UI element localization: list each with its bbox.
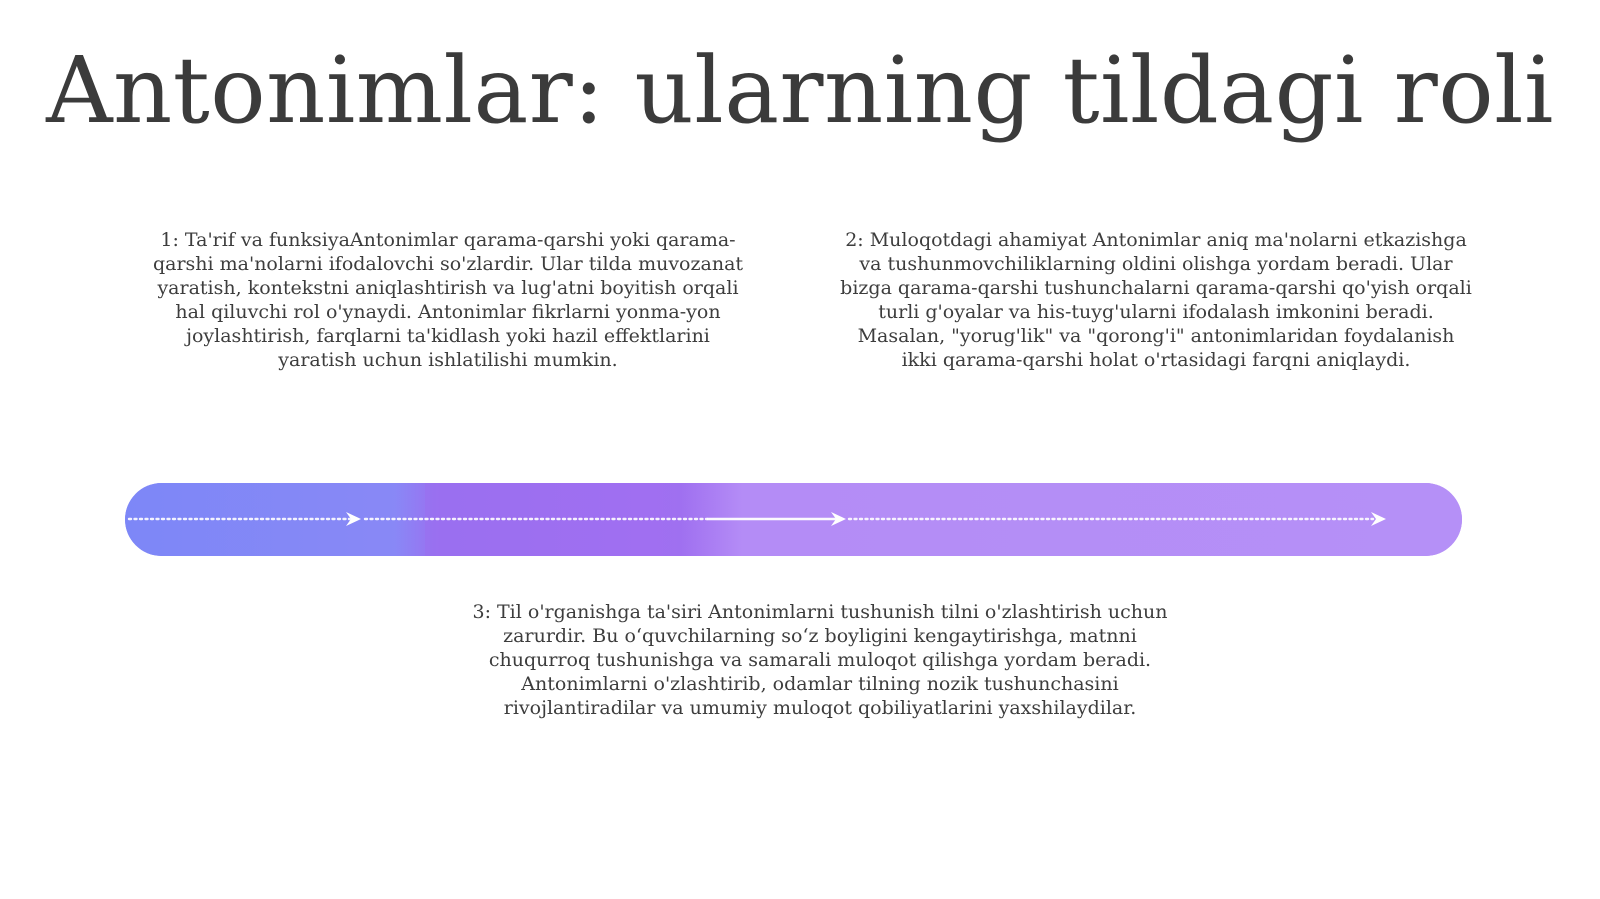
timeline-bar xyxy=(125,483,1462,556)
timeline-item-1-text: 1: Ta'rif va funksiyaAntonimlar qarama-qarshi yoki qarama-qarshi ma'nolarni ifodalovchi so'zlardir. Ular tilda muvozanat yaratish, kontekstni aniqlashtirish va lug'atni boyitish orqali hal qiluvchi rol o'ynaydi. Antonimlar fikrlarni yonma-yon joylashtirish, farqlarni ta'kidlash yoki hazil effektlarini yaratish uchun ishlatilishi mumkin. xyxy=(152,229,744,371)
slide-title: Antonimlar: ularning tildagi roli xyxy=(46,37,1554,144)
timeline-item-2-text: 2: Muloqotdagi ahamiyat Antonimlar aniq ma'nolarni etkazishga va tushunmovchiliklarning oldini olishga yordam beradi. Ular bizga qarama-qarshi tushunchalarni qarama-qarshi qo'yish orqali turli g'oyalar va his-tuyg'ularni ifodalash imkonini beradi. Masalan, "yorug'lik" va "qorong'i" antonimlaridan foydalanish ikki qarama-qarshi holat o'rtasidagi farqni aniqlaydi. xyxy=(840,229,1472,371)
timeline-connector xyxy=(125,483,1462,556)
timeline-item-3-text: 3: Til o'rganishga ta'siri Antonimlarni tushunish tilni o'zlashtirish uchun zarurdir. Bu o‘quvchilarning so‘z boyligini kengaytirishga, matnni chuqurroq tushunishga va samarali muloqot qilishga yordam beradi. Antonimlarni o'zlashtirib, odamlar tilning nozik tushunchasini rivojlantiradilar va umumiy muloqot qobiliyatlarini yaxshilaydilar. xyxy=(472,601,1168,719)
